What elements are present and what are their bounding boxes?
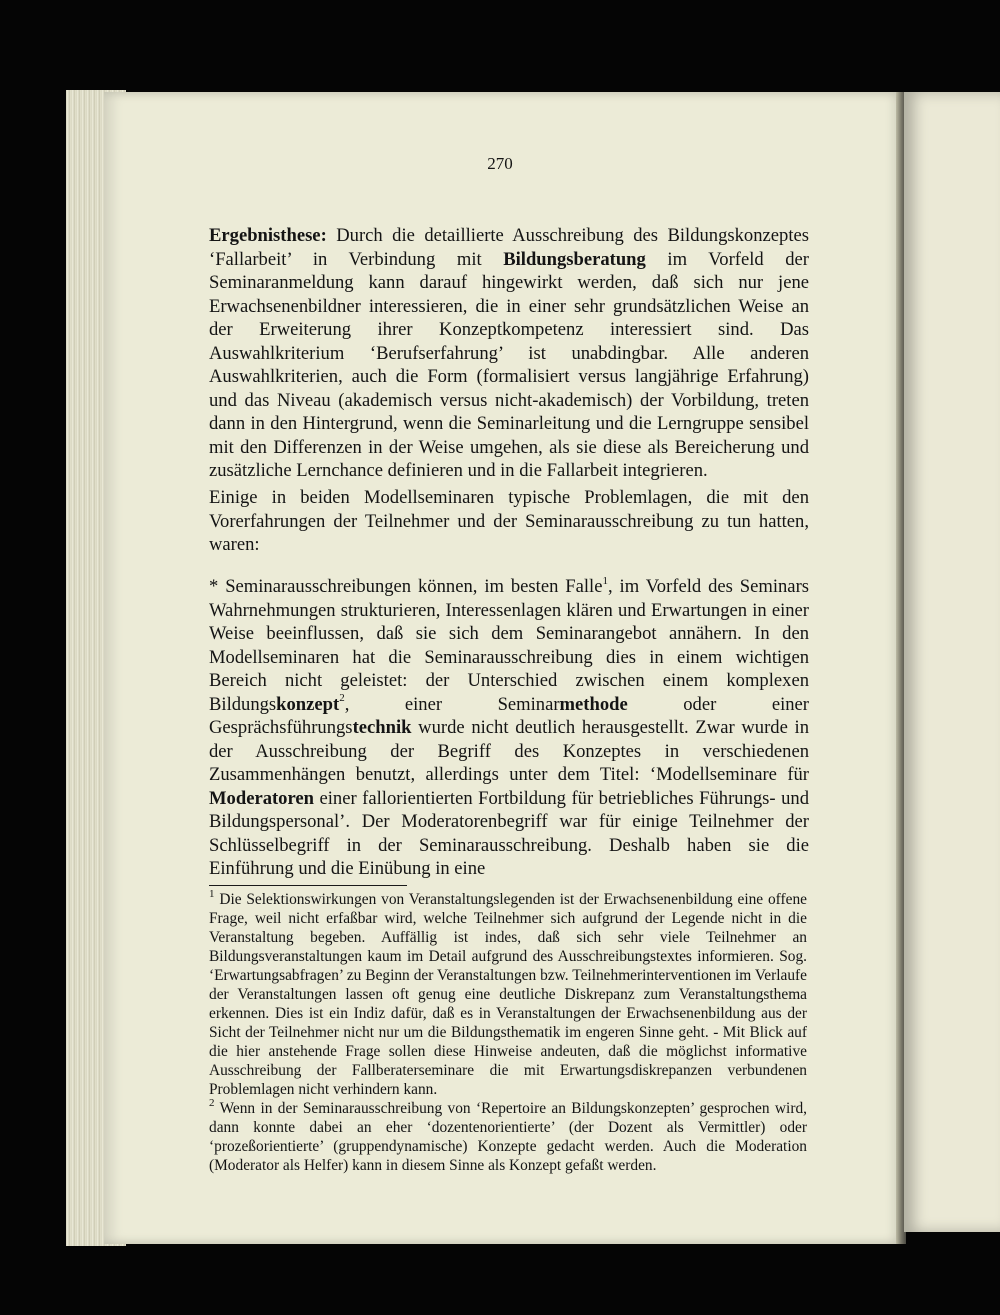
footnote-1 [209, 887, 807, 1099]
footnote-mark-1: 1 [209, 887, 215, 900]
thesis-bold-term: Bildungsberatung [503, 248, 646, 270]
item-text-5: wurde nicht deutlich herausgestellt. Zwar wurde in der Ausschreibung der Begriff des Konzeptes in verschiedenen Zusammenhängen benutzt, allerdings unter dem Titel: ‘Modellseminare für [209, 717, 809, 785]
item-text-4: oder einer Gesprächsführungs [209, 693, 809, 738]
facing-page [904, 92, 1000, 1232]
intro-paragraph [209, 486, 809, 557]
footnote-divider [209, 885, 407, 886]
footnote-text-1: Die Selektionswirkungen von Veranstaltungslegenden ist der Erwachsenenbildung eine offene Frage, weil nicht erfaßbar wird, welche Teilnehmer sich aufgrund der Legende nicht in die Veranstaltung begeben. Auffällig ist indes, daß sich sehr viele Teilnehmer an Bildungsveranstaltungen kaum im Detail aufgrund des Ausschreibungstextes informieren. Sog. ‘Erwartungsabfragen’ zu Beginn der Veranstaltungen bzw. Teilnehmerinterventionen im Verlaufe der Veranstaltungen lassen oft genug eine deutliche Diskrepanz zum Veranstaltungsthema erkennen. Dies ist ein Indiz dafür, daß es in Veranstaltungen der Erwachsenenbildung aus der Sicht der Teilnehmer nicht nur um die Bildungsthematik im engeren Sinne geht. - Mit Blick auf die hier anstehende Frage sollen diese Hinweise andeuten, daß die möglichst informative Ausschreibung der Fallberaterseminare die mit Erwartungsdiskrepanzen verbundenen Problemlagen nicht verhindern kann. [209, 891, 807, 1098]
thesis-text-2: im Vorfeld der Seminaranmeldung kann darauf hingewirkt werden, daß sich nur jene Erwachsenenbildner interessieren, die in einer sehr grundsätzlichen Weise an der Erweiterung ihrer Konzeptkompetenz interessiert sind. Das Auswahlkriterium ‘Berufserfahrung’ ist unabdingbar. Alle anderen Auswahlkriterien, auch die Form (formalisiert versus langjährige Erfahrung) und das Niveau (akademisch versus nicht-akademisch) der Vorbildung, treten dann in den Hintergrund, wenn die Seminarleitung und die Lerngruppe sensibel mit den Differenzen in der Weise umgehen, als sie diese als Bereicherung und zusätzliche Lernchance definieren und in die Fallarbeit integrieren. [209, 248, 809, 481]
item-bold-konzept: konzept [276, 693, 340, 715]
footnote-2 [209, 1096, 807, 1175]
footnotes [209, 887, 807, 1175]
intro-text: Einige in beiden Modellseminaren typische Problemlagen, die mit den Vorerfahrungen der Teilnehmer und der Seminarausschreibung zu tun hatten, waren: [209, 487, 809, 555]
problem-item-paragraph [209, 575, 809, 881]
item-text-6: einer fallorientierten Fortbildung für betriebliches Führungs- und Bildungspersonal’. Der Moderatorenbegriff war für einige Teilnehmer der Schlüsselbegriff in der Seminarausschreibung. Deshalb haben sie die Einführung und die Einübung in eine [209, 787, 809, 879]
item-text-2: , im Vorfeld des Seminars Wahrnehmungen strukturieren, Interessenlagen klären und Erwartungen in einer Weise beeinflussen, daß sie sich dem Seminarangebot annähern. In den Modellseminaren hat die Seminarausschreibung dies in einem wichtigen Bereich nicht geleistet: der Unterschied zwischen einem komplexen Bildungs [209, 576, 809, 715]
footnote-ref-2: 2 [339, 692, 345, 705]
footnote-mark-2: 2 [209, 1096, 215, 1109]
footnote-text-2: Wenn in der Seminarausschreibung von ‘Repertoire an Bildungskonzepten’ gesprochen wird, dann konnte dabei an eher ‘dozentenorientierte’ (der Dozent als Vermittler) oder ‘prozeßorientierte’ (gruppendynamische) Konzepte gedacht werden. Auch die Moderation (Moderator als Helfer) kann in diesem Sinne als Konzept gefaßt werden. [209, 1100, 807, 1174]
thesis-text-1: Durch die detaillierte Ausschreibung des Bildungskonzeptes ‘Fallarbeit’ in Verbindung mit [209, 225, 809, 270]
item-bold-moderatoren: Moderatoren [209, 787, 314, 809]
item-text-3: , einer Seminar [344, 693, 560, 715]
result-thesis-paragraph [209, 224, 809, 483]
item-bold-methode: methode [559, 693, 628, 715]
footnote-ref-1: 1 [602, 574, 608, 587]
item-text-1: * Seminarausschreibungen können, im besten Falle [209, 576, 603, 597]
item-bold-technik: technik [352, 717, 412, 738]
thesis-label: Ergebnisthese: [209, 225, 327, 246]
page-number: 270 [487, 154, 513, 173]
